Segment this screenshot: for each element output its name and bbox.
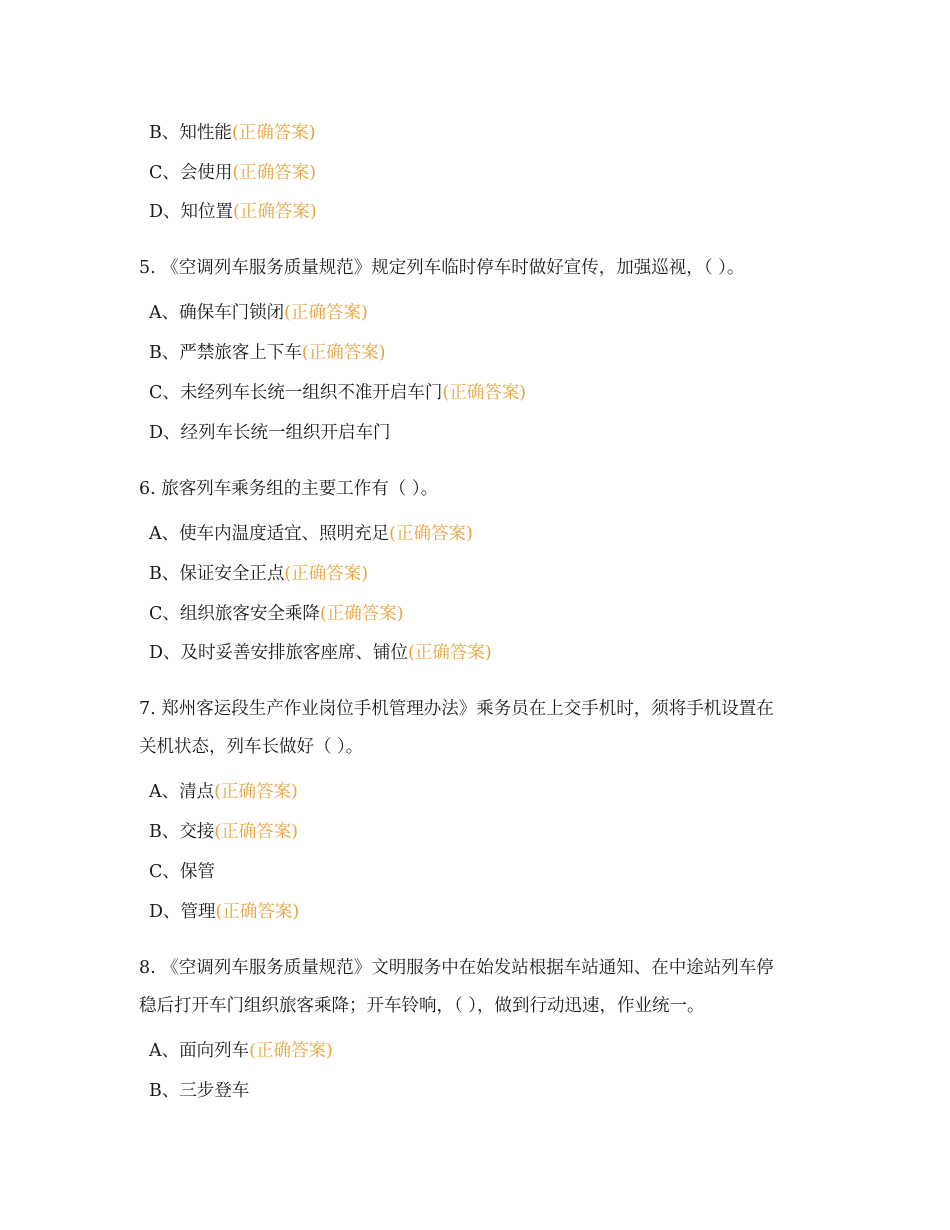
option-text: A、使车内温度适宜、照明充足 [149, 524, 390, 544]
option-text: B、保证安全正点 [149, 564, 285, 584]
option-text: C、未经列车长统一组织不准开启车门 [149, 383, 443, 403]
option-text: B、严禁旅客上下车 [149, 343, 302, 363]
correct-answer-tag: (正确答案) [284, 303, 368, 323]
correct-answer-tag: (正确答案) [389, 524, 473, 544]
option-text: A、清点 [149, 782, 215, 802]
option-q6-d [149, 641, 492, 665]
correct-answer-tag: (正确答案) [232, 163, 317, 183]
option-text: B、交接 [149, 822, 215, 842]
correct-answer-tag: (正确答案) [408, 643, 492, 663]
correct-answer-tag: (正确答案) [301, 343, 386, 363]
option-q7-d [149, 900, 299, 924]
option-text: C、保管 [149, 862, 215, 882]
option-q4-d [149, 200, 317, 224]
option-q7-a [149, 780, 298, 804]
option-text: B、知性能 [149, 123, 232, 143]
option-text: D、管理 [149, 902, 216, 922]
option-text: A、面向列车 [149, 1041, 250, 1061]
question-5-text: 5. 《空调列车服务质量规范》规定列车临时停车时做好宣传，加强巡视，（ ）。 [139, 258, 745, 278]
correct-answer-tag: (正确答案) [249, 1041, 333, 1061]
option-text: D、及时妥善安排旅客座席、铺位 [149, 643, 409, 663]
correct-answer-tag: (正确答案) [215, 902, 300, 922]
correct-answer-tag: (正确答案) [233, 202, 317, 222]
option-q7-b [149, 820, 298, 844]
option-q6-c [149, 602, 404, 626]
option-q5-c [149, 381, 526, 405]
option-q7-c [149, 860, 215, 884]
question-7-text-line-2: 关机状态，列车长做好（ ）。 [139, 737, 364, 757]
correct-answer-tag: (正确答案) [231, 123, 316, 143]
correct-answer-tag: (正确答案) [284, 564, 369, 584]
correct-answer-tag: (正确答案) [214, 822, 299, 842]
correct-answer-tag: (正确答案) [442, 383, 527, 403]
option-q5-a [149, 301, 368, 325]
correct-answer-tag: (正确答案) [214, 782, 298, 802]
option-q6-b [149, 562, 368, 586]
option-text: C、组织旅客安全乘降 [149, 604, 320, 624]
question-8-text-line-1: 8. 《空调列车服务质量规范》文明服务中在始发站根据车站通知、在中途站列车停 [139, 958, 774, 978]
option-q5-b [149, 341, 386, 365]
option-q6-a [149, 522, 473, 546]
correct-answer-tag: (正确答案) [319, 604, 404, 624]
option-q4-b [149, 121, 316, 145]
question-8-text-line-2: 稳后打开车门组织旅客乘降；开车铃响，（ ），做到行动迅速，作业统一。 [139, 996, 705, 1016]
question-6-text: 6. 旅客列车乘务组的主要工作有（ ）。 [139, 479, 439, 499]
option-q8-a [149, 1039, 333, 1063]
option-q4-c [149, 161, 316, 185]
option-q8-b [149, 1079, 249, 1103]
question-7-text-line-1: 7. 郑州客运段生产作业岗位手机管理办法》乘务员在上交手机时，须将手机设置在 [139, 699, 774, 719]
option-text: C、会使用 [149, 163, 233, 183]
option-q5-d [149, 421, 391, 445]
option-text: D、知位置 [149, 202, 234, 222]
option-text: A、确保车门锁闭 [149, 303, 285, 323]
option-text: D、经列车长统一组织开启车门 [149, 423, 391, 443]
option-text: B、三步登车 [149, 1081, 250, 1101]
